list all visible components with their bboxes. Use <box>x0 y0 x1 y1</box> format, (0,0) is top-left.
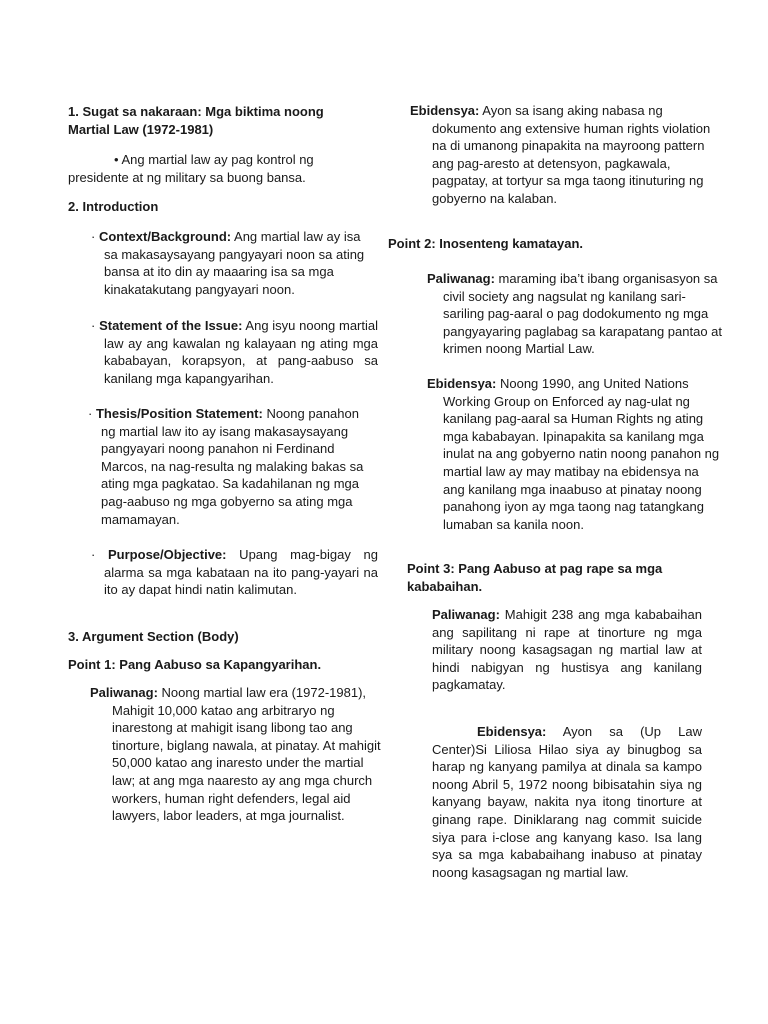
context-paragraph <box>91 228 376 298</box>
issue-label: Statement of the Issue: <box>99 318 243 333</box>
point3-title: Point 3: Pang Aabuso at pag rape sa mga kababaihan. <box>407 561 663 594</box>
paliwanag-text: maraming iba’t ibang organisasyon sa civil society ang nagsulat ng kanilang sari-sariling pag-aaral o pag dodokumento ng mga pangyayaring paglabag sa karapatang pantao at krimen noong Martial Law. <box>443 271 722 357</box>
point1-paliwanag <box>90 684 384 825</box>
ebidensya-label: Ebidensya: <box>477 724 547 739</box>
thesis-label: Thesis/Position Statement: <box>95 406 263 421</box>
bullet-dot: · <box>91 318 100 333</box>
context-text: Ang martial law ay isa sa makasaysayang pangyayari noon sa ating bansa at ito din ay maaaring isa sa mga kinakatakutang pangyayari noon. <box>104 229 365 297</box>
paliwanag-text: Mahigit 238 ang mga kababaihan ang sapilitang ni rape at tinorture ng mga military noong kasagsagan ng martial law at hindi nabigyan ng hustisya ang kanilang pagkamatay. <box>432 607 702 693</box>
purpose-label: Purpose/Objective: <box>108 547 227 562</box>
point3-paliwanag <box>432 606 702 694</box>
point1-ebidensya <box>410 102 714 208</box>
issue-text: Ang isyu noong martial law ay ang kawalan ng kalayaan ng ating mga kababayan, korapsyon, at pang-aabuso sa kanilang mga kapangyarihan. <box>104 318 378 386</box>
issue-paragraph <box>91 317 378 387</box>
section1-bullet: • Ang martial law ay pag kontrol ng presidente at ng military sa buong bansa. <box>68 152 314 185</box>
point2-title: Point 2: Inosenteng kamatayan. <box>388 236 584 251</box>
ebidensya-label: Ebidensya: <box>410 103 480 118</box>
bullet-dot: · <box>91 229 99 244</box>
section3-title: 3. Argument Section (Body) <box>68 629 239 644</box>
paliwanag-label: Paliwanag: <box>90 685 158 700</box>
thesis-paragraph <box>88 405 375 528</box>
context-label: Context/Background: <box>98 229 232 244</box>
purpose-text: Upang mag-bigay ng alarma sa mga kabataan na ito pang-yayari na ito ay dapat hindi natin kalimutan. <box>104 547 378 598</box>
bullet-dot: · <box>88 406 96 421</box>
point1-title: Point 1: Pang Aabuso sa Kapangyarihan. <box>68 657 322 672</box>
point3-ebidensya <box>432 723 702 881</box>
point2-paliwanag <box>427 270 723 358</box>
paliwanag-text: Noong martial law era (1972-1981), Mahigit 10,000 katao ang arbitraryo ng inarestong at mahigit isang libong tao ang tinorture, biglang nawala, at pinatay. At mahigit 50,000 katao ang inaresto under the martial law; at ang mga naaresto ay ang mga church workers, human right defenders, legal aid lawyers, labor leaders, at mga journalist. <box>112 685 381 824</box>
bullet-dot: · <box>91 547 109 562</box>
section1-title: 1. Sugat sa nakaraan: Mga biktima noong Martial Law (1972-1981) <box>68 104 324 137</box>
paliwanag-label: Paliwanag: <box>432 607 500 622</box>
section2-title: 2. Introduction <box>68 199 159 214</box>
ebidensya-label: Ebidensya: <box>427 376 497 391</box>
ebidensya-text: Ayon sa (Up Law Center)Si Liliosa Hilao siya ay binugbog sa harap ng kanyang pamilya at dinala sa kampo noong Abril 5, 1972 noong bibisatahin siya ng kanyang bayaw, nakita nya itong tinorture at ginang rape. Diniklarang nag commit suicide siya para i-close ang kanyang kaso. Isa lang sya sa mga kababaihang inabuso at pinatay noong kasagsagan ng martial law. <box>432 724 702 880</box>
paliwanag-label: Paliwanag: <box>427 271 495 286</box>
point2-ebidensya <box>427 375 723 533</box>
ebidensya-text: Ayon sa isang aking nabasa ng dokumento ang extensive human rights violation na di umanong pinapakita na mayroong pattern ang pag-aresto at detensyon, pagkawala, pagpatay, at tortyur sa mga taong itinuturing ng gobyerno na kalaban. <box>432 103 711 206</box>
purpose-paragraph <box>91 546 378 599</box>
thesis-text: Noong panahon ng martial law ito ay isang makasaysayang pangyayari noong panahon ni Ferdinand Marcos, na nag-resulta ng malaking bakas sa ating mga pagkatao. Sa kadahilanan ng mga pag-aabuso ng mga gobyerno sa ating mga mamamayan. <box>101 406 364 527</box>
ebidensya-text: Noong 1990, ang United Nations Working Group on Enforced ay nag-ulat ng kanilang pag-aaral sa Human Rights ng ating mga kababayan. Ipinapakita sa kanilang mga inulat na ang gobyerno natin noong panahon ng martial law ay may matibay na ebidensya na ang kanilang mga inaabuso at pinatay noong panahong iyon ay mga taong nag tatangkang lumaban sa kanila noon. <box>443 376 720 532</box>
